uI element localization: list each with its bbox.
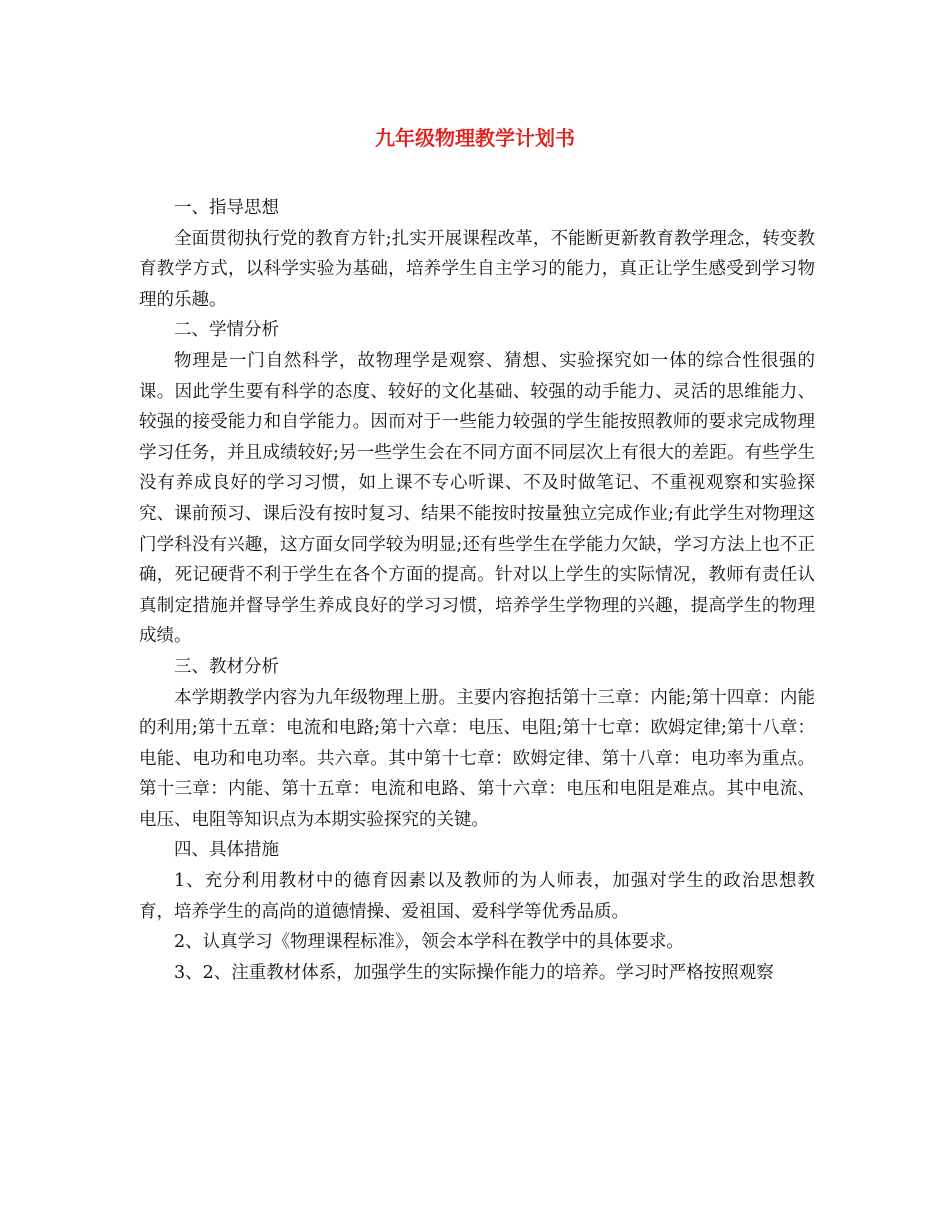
section-guiding-ideology [139, 193, 815, 315]
section-specific-measures [139, 835, 815, 988]
paragraph: 本学期教学内容为九年级物理上册。主要内容抱括第十三章：内能;第十四章：内能的利用;第十五章：电流和电路;第十六章：电压、电阻;第十七章：欧姆定律;第十八章：电能、电功和电功率。共六章。其中第十七章：欧姆定律、第十八章：电功率为重点。第十三章：内能、第十五章：电流和电路、第十六章：电压和电阻是难点。其中电流、电压、电阻等知识点为本期实验探究的关键。 [139, 687, 815, 830]
section-heading: 四、具体措施 [174, 840, 279, 861]
document-body [139, 193, 815, 988]
paragraph: 1、充分利用教材中的德育因素以及教师的为人师表，加强对学生的政治思想教育，培养学生的高尚的道德情操、爱祖国、爱科学等优秀品质。 [139, 871, 815, 922]
paragraph: 物理是一门自然科学，故物理学是观察、猜想、实验探究如一体的综合性很强的课。因此学生要有科学的态度、较好的文化基础、较强的动手能力、灵活的思维能力、较强的接受能力和自学能力。因而对于一些能力较强的学生能按照教师的要求完成物理学习任务，并且成绩较好;另一些学生会在不同方面不同层次上有很大的差距。有些学生没有养成良好的学习习惯，如上课不专心听课、不及时做笔记、不重视观察和实验探究、课前预习、课后没有按时复习、结果不能按时按量独立完成作业;有此学生对物理这门学科没有兴趣，这方面女同学较为明显;还有些学生在学能力欠缺，学习方法上也不正确，死记硬背不利于学生在各个方面的提高。针对以上学生的实际情况，教师有责任认真制定措施并督导学生养成良好的学习习惯，培养学生学物理的兴趣，提高学生的物理成绩。 [139, 350, 815, 647]
section-heading: 一、指导思想 [174, 198, 279, 218]
section-heading: 三、教材分析 [174, 656, 279, 677]
section-textbook-analysis [139, 652, 815, 836]
section-heading: 二、学情分析 [174, 320, 279, 341]
paragraph: 全面贯彻执行党的教育方针;扎实开展课程改革，不能断更新教育教学理念，转变教育教学方式，以科学实验为基础，培养学生自主学习的能力，真正让学生感受到学习物理的乐趣。 [139, 228, 815, 310]
section-student-analysis [139, 315, 815, 652]
document-title: 九年级物理教学计划书 [375, 126, 575, 150]
paragraph: 3、2、注重教材体系，加强学生的实际操作能力的培养。学习时严格按照观察 [174, 962, 774, 983]
paragraph: 2、认真学习《物理课程标准》，领会本学科在教学中的具体要求。 [174, 932, 684, 953]
